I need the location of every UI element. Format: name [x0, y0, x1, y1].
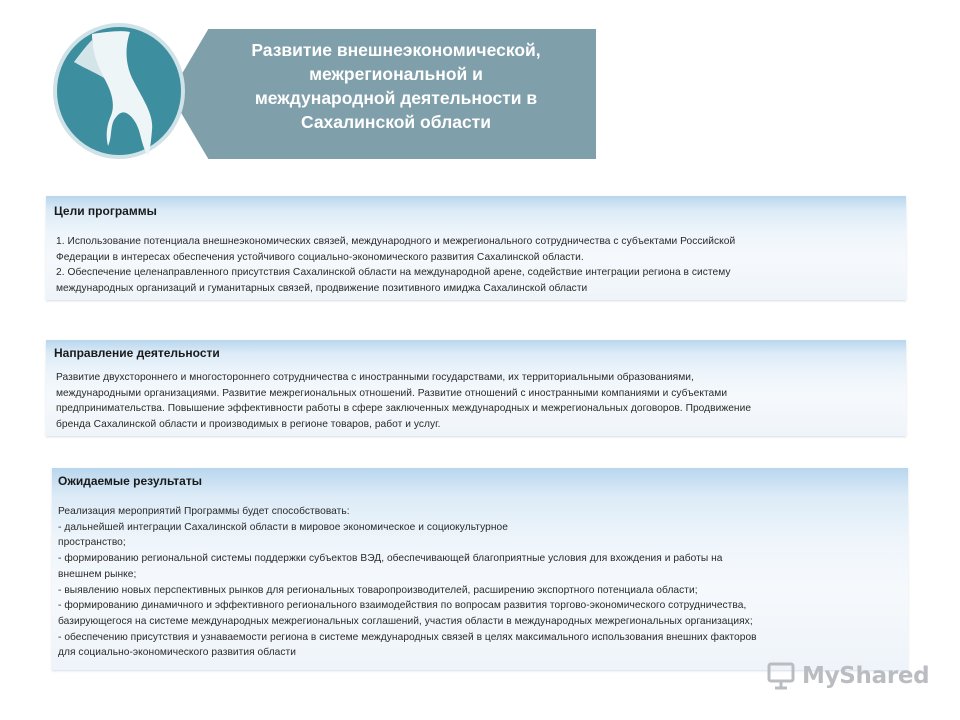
presentation-board-icon [766, 661, 796, 691]
results-text: Реализация мероприятий Программы будет способствовать: - дальнейшей интеграции Сахалинской области в мировое экономическое и социокультурное пространство; - формированию региональной системы поддержки субъектов ВЭД, обеспечивающей благоприятные условия для вхождения и работы на внешнем рынке; - выявлению новых перспективных рынков для региональных товаропроизводителей, расширению экспортного потенциала области; - формированию динамичного и эффективного регионального взаимодействия по вопросам развития торгово-экономического сотрудничества, базирующегося на системе международных межрегиональных соглашений, участия области в международных межрегиональных организациях; - обеспечению присутствия и узнаваемости региона в системе международных связей в целях максимального использования внешних факторов для социально-экономического развития области [58, 506, 757, 659]
watermark [766, 656, 936, 696]
direction-text: Развитие двухстороннего и многостороннего сотрудничества с иностранными государствами, их территориальными образованиями, международными организациями. Развитие межрегиональных отношений. Развитие отношений с иностранными компаниями и субъектами предпринимательства. Повышение эффективности работы в сфере заключенных международных и межрегиональных договоров. Продвижение бренда Сахалинской области и производимых в регионе товаров, работ и услуг. [56, 372, 752, 431]
goals-title: Цели программы [54, 204, 157, 218]
goals-text: 1. Использование потенциала внешнеэкономических связей, международного и межрегионального сотрудничества с субъектами Российской Федерации в интересах обеспечения устойчивого социально-экономического развития Сахалинской области. 2. Обеспечение целенаправленного присутствия Сахалинской области на международной арене, содействие интеграции региона в систему международных организаций и гуманитарных связей, продвижение позитивного имиджа Сахалинской области [56, 236, 736, 295]
watermark-text: MyShared [802, 663, 930, 689]
sakhalin-map-icon [52, 22, 186, 160]
page-title: Развитие внешнеэкономической, межрегиональной и международной деятельности в Сахалинской области [251, 40, 541, 132]
direction-title: Направление деятельности [54, 346, 220, 360]
goals-panel [46, 196, 906, 300]
direction-panel [46, 340, 906, 436]
results-panel [52, 468, 908, 670]
results-title: Ожидаемые результаты [58, 474, 202, 488]
